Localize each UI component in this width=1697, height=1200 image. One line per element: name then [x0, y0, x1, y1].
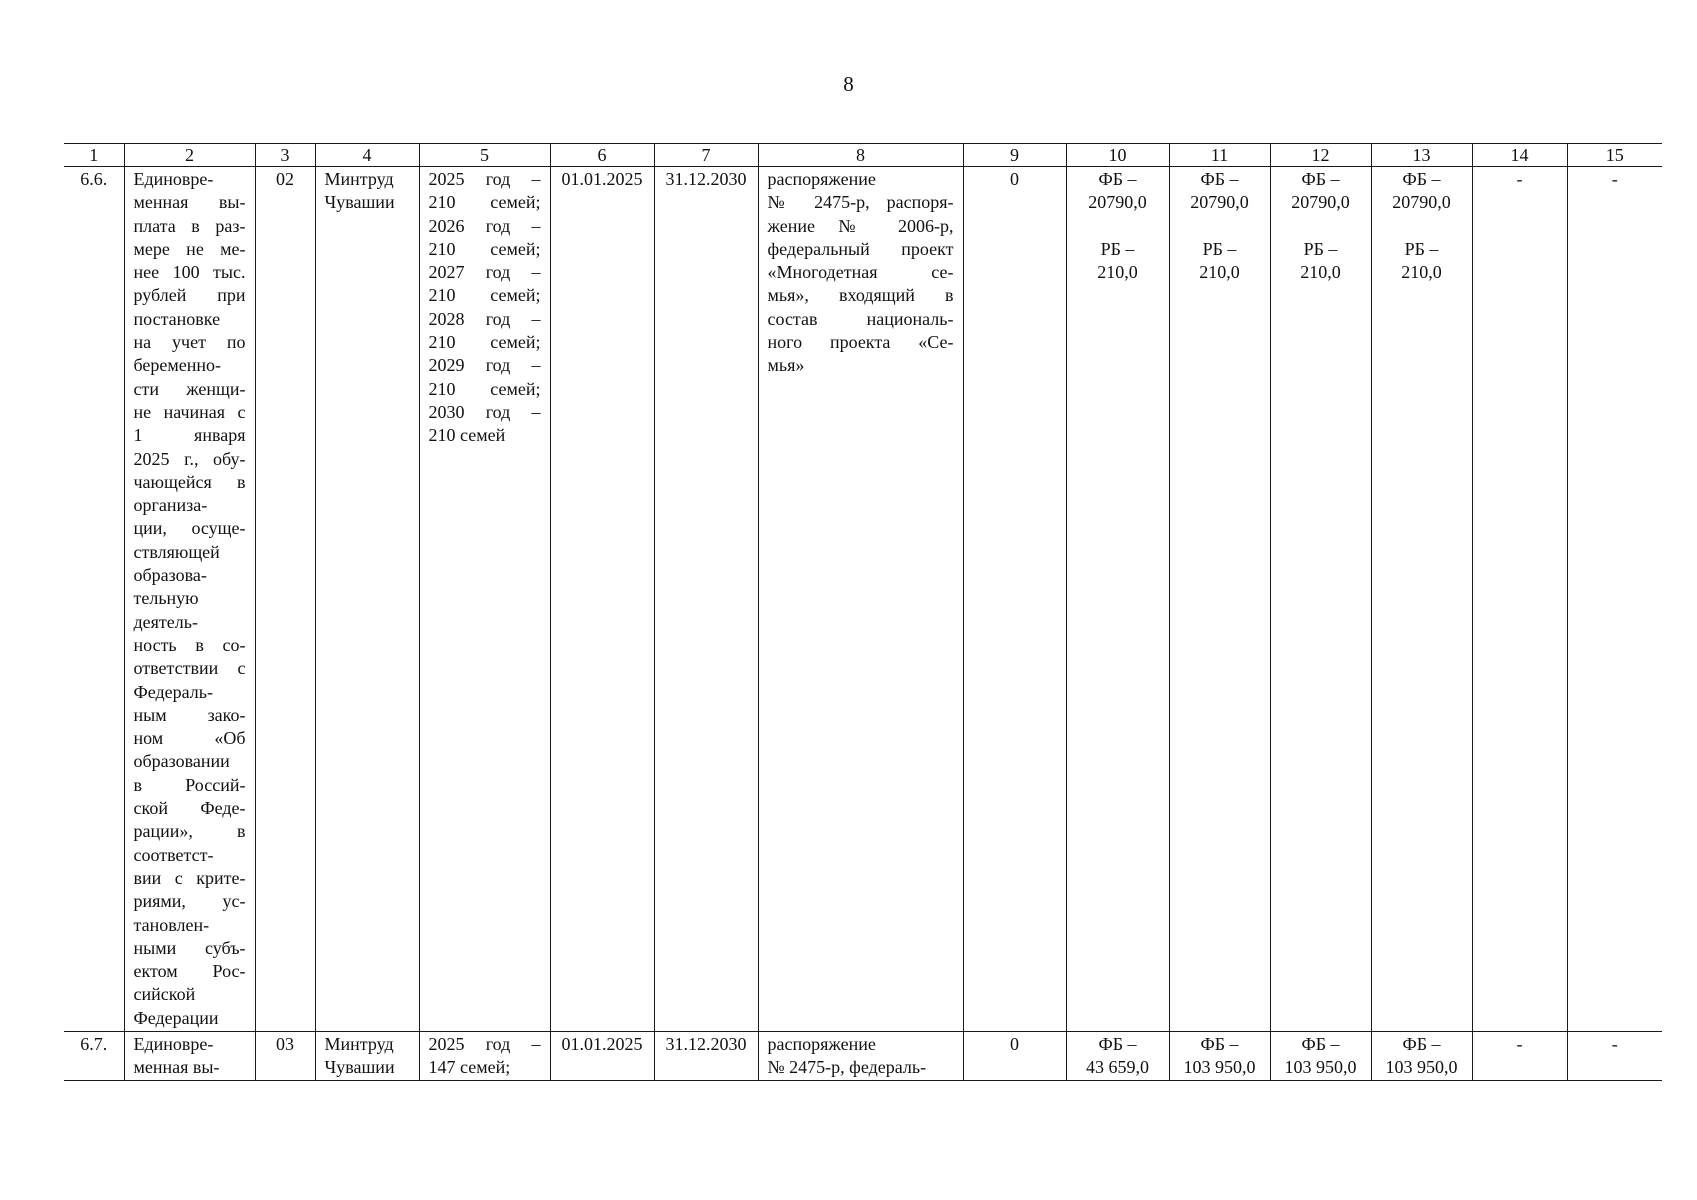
- text-line: 210 семей;: [428, 332, 541, 353]
- text-line: беременно-: [133, 355, 222, 376]
- fb-label: ФБ –: [1200, 169, 1239, 189]
- text-line: постановке: [133, 308, 221, 329]
- rb-label: РБ –: [1404, 238, 1439, 259]
- text-line: образова-: [133, 565, 207, 586]
- measures-table: [64, 143, 1662, 1081]
- column-number: 8: [758, 144, 963, 167]
- page-number: 8: [843, 72, 854, 96]
- text-line: 2025 год –: [428, 1034, 541, 1054]
- text-line: нее 100 тыс.: [133, 262, 246, 283]
- text-line: ного проекта «Се-: [767, 332, 954, 353]
- text-line: 2030 год –: [428, 401, 541, 422]
- text-line: Чувашии: [324, 192, 395, 213]
- text-line: образовании: [133, 751, 230, 772]
- measure-code: 02: [255, 167, 315, 1032]
- rb-value: 210,0: [1401, 262, 1442, 283]
- column-15-value: -: [1567, 1032, 1662, 1081]
- table-row: [64, 167, 1662, 1032]
- text-line: Единовре-: [133, 1034, 214, 1054]
- text-line: ции, осуще-: [133, 518, 246, 539]
- column-number: 9: [963, 144, 1066, 167]
- text-line: деятель-: [133, 611, 198, 632]
- text-line: мья»: [767, 355, 805, 376]
- column-14-value: -: [1472, 1032, 1567, 1081]
- start-date: 01.01.2025: [550, 167, 654, 1032]
- rb-value: 210,0: [1097, 262, 1138, 283]
- text-line: ными субъ-: [133, 937, 246, 958]
- text-line: рублей при: [133, 285, 246, 306]
- column-number: 13: [1371, 144, 1472, 167]
- text-line: 210 семей;: [428, 378, 541, 399]
- text-line: ответствии с: [133, 658, 246, 679]
- measure-code: 03: [255, 1032, 315, 1081]
- text-line: вии с крите-: [133, 867, 246, 888]
- row-number: 6.6.: [64, 167, 124, 1032]
- column-14-value: -: [1472, 167, 1567, 1032]
- text-line: тановлен-: [133, 914, 210, 935]
- text-line: 1 января: [133, 425, 246, 446]
- text-line: № 2475-р, федераль-: [767, 1057, 927, 1078]
- funding-cell: [1371, 167, 1472, 1032]
- row-number: 6.7.: [64, 1032, 124, 1081]
- text-line: жение № 2006-р,: [767, 215, 954, 236]
- text-line: чающейся в: [133, 471, 246, 492]
- column-number: 6: [550, 144, 654, 167]
- column-number: 7: [654, 144, 758, 167]
- text-line: «Многодетная се-: [767, 262, 954, 283]
- text-line: 210 семей;: [428, 238, 541, 259]
- text-line: федеральный проект: [767, 238, 954, 259]
- text-line: 2027 год –: [428, 262, 541, 283]
- column-number: 3: [255, 144, 315, 167]
- fb-value: 20790,0: [1291, 192, 1350, 213]
- text-line: № 2475-р, распоря-: [767, 192, 954, 213]
- text-line: 210 семей;: [428, 285, 541, 306]
- column-number: 4: [315, 144, 419, 167]
- text-line: тельную: [133, 588, 199, 609]
- text-line: 2026 год –: [428, 215, 541, 236]
- measure-name: [124, 1032, 255, 1081]
- funding-cell: [1169, 167, 1270, 1032]
- text-line: 2029 год –: [428, 355, 541, 376]
- column-9-value: 0: [963, 1032, 1066, 1081]
- fb-value: 20790,0: [1190, 192, 1249, 213]
- text-line: ской Феде-: [133, 798, 246, 819]
- table-row: [64, 1032, 1662, 1081]
- text-line: менная вы-: [133, 1057, 220, 1078]
- target-values: [419, 1032, 550, 1081]
- funding-cell: [1066, 167, 1169, 1032]
- rb-label: РБ –: [1100, 238, 1135, 259]
- column-number: 5: [419, 144, 550, 167]
- fb-value: 103 950,0: [1284, 1057, 1357, 1078]
- text-line: рации», в: [133, 821, 246, 842]
- text-line: сийской: [133, 984, 196, 1005]
- fb-value: 103 950,0: [1385, 1057, 1458, 1078]
- text-line: 2028 год –: [428, 308, 541, 329]
- text-line: Федераль-: [133, 681, 213, 702]
- text-line: распоряжение: [767, 1034, 876, 1054]
- rb-value: 210,0: [1199, 262, 1240, 283]
- text-line: ектом Рос-: [133, 961, 246, 982]
- column-number-row: [64, 144, 1662, 167]
- fb-value: 43 659,0: [1086, 1057, 1149, 1078]
- text-line: 2025 г., обу-: [133, 448, 246, 469]
- end-date: 31.12.2030: [654, 1032, 758, 1081]
- legal-basis: [758, 167, 963, 1032]
- column-number: 2: [124, 144, 255, 167]
- text-line: менная вы-: [133, 192, 246, 213]
- fb-value: 20790,0: [1392, 192, 1451, 213]
- text-line: на учет по: [133, 332, 246, 353]
- column-number: 11: [1169, 144, 1270, 167]
- text-line: в Россий-: [133, 774, 246, 795]
- text-line: не начиная с: [133, 401, 246, 422]
- fb-label: ФБ –: [1200, 1034, 1239, 1054]
- fb-label: ФБ –: [1301, 1034, 1340, 1054]
- text-line: состав националь-: [767, 308, 954, 329]
- funding-cell: [1066, 1032, 1169, 1081]
- column-number: 14: [1472, 144, 1567, 167]
- text-line: риями, ус-: [133, 891, 246, 912]
- fb-value: 103 950,0: [1183, 1057, 1256, 1078]
- text-line: ном «Об: [133, 728, 246, 749]
- executor: [315, 1032, 419, 1081]
- rb-label: РБ –: [1303, 238, 1338, 259]
- text-line: организа-: [133, 495, 208, 516]
- start-date: 01.01.2025: [550, 1032, 654, 1081]
- text-line: 147 семей;: [428, 1057, 511, 1078]
- text-line: Федерации: [133, 1007, 219, 1028]
- fb-label: ФБ –: [1098, 169, 1137, 189]
- measure-name: [124, 167, 255, 1032]
- column-15-value: -: [1567, 167, 1662, 1032]
- text-line: плата в раз-: [133, 215, 246, 236]
- fb-label: ФБ –: [1098, 1034, 1137, 1054]
- fb-value: 20790,0: [1088, 192, 1147, 213]
- text-line: сти женщи-: [133, 378, 246, 399]
- column-number: 12: [1270, 144, 1371, 167]
- rb-label: РБ –: [1202, 238, 1237, 259]
- executor: [315, 167, 419, 1032]
- funding-cell: [1270, 167, 1371, 1032]
- column-9-value: 0: [963, 167, 1066, 1032]
- text-line: 210 семей: [428, 425, 506, 446]
- text-line: Минтруд: [324, 169, 394, 189]
- text-line: мья», входящий в: [767, 285, 954, 306]
- fb-label: ФБ –: [1402, 169, 1441, 189]
- column-number: 15: [1567, 144, 1662, 167]
- column-number: 1: [64, 144, 124, 167]
- text-line: Единовре-: [133, 169, 214, 189]
- rb-value: 210,0: [1300, 262, 1341, 283]
- text-line: Минтруд: [324, 1034, 394, 1054]
- column-number: 10: [1066, 144, 1169, 167]
- text-line: ным зако-: [133, 704, 246, 725]
- text-line: соответст-: [133, 844, 214, 865]
- fb-label: ФБ –: [1402, 1034, 1441, 1054]
- funding-cell: [1169, 1032, 1270, 1081]
- text-line: ствляющей: [133, 541, 220, 562]
- funding-cell: [1371, 1032, 1472, 1081]
- fb-label: ФБ –: [1301, 169, 1340, 189]
- target-values: [419, 167, 550, 1032]
- text-line: 210 семей;: [428, 192, 541, 213]
- legal-basis: [758, 1032, 963, 1081]
- text-line: распоряжение: [767, 169, 876, 189]
- funding-cell: [1270, 1032, 1371, 1081]
- text-line: 2025 год –: [428, 169, 541, 189]
- end-date: 31.12.2030: [654, 167, 758, 1032]
- text-line: ность в со-: [133, 634, 246, 655]
- text-line: мере не ме-: [133, 238, 246, 259]
- text-line: Чувашии: [324, 1057, 395, 1078]
